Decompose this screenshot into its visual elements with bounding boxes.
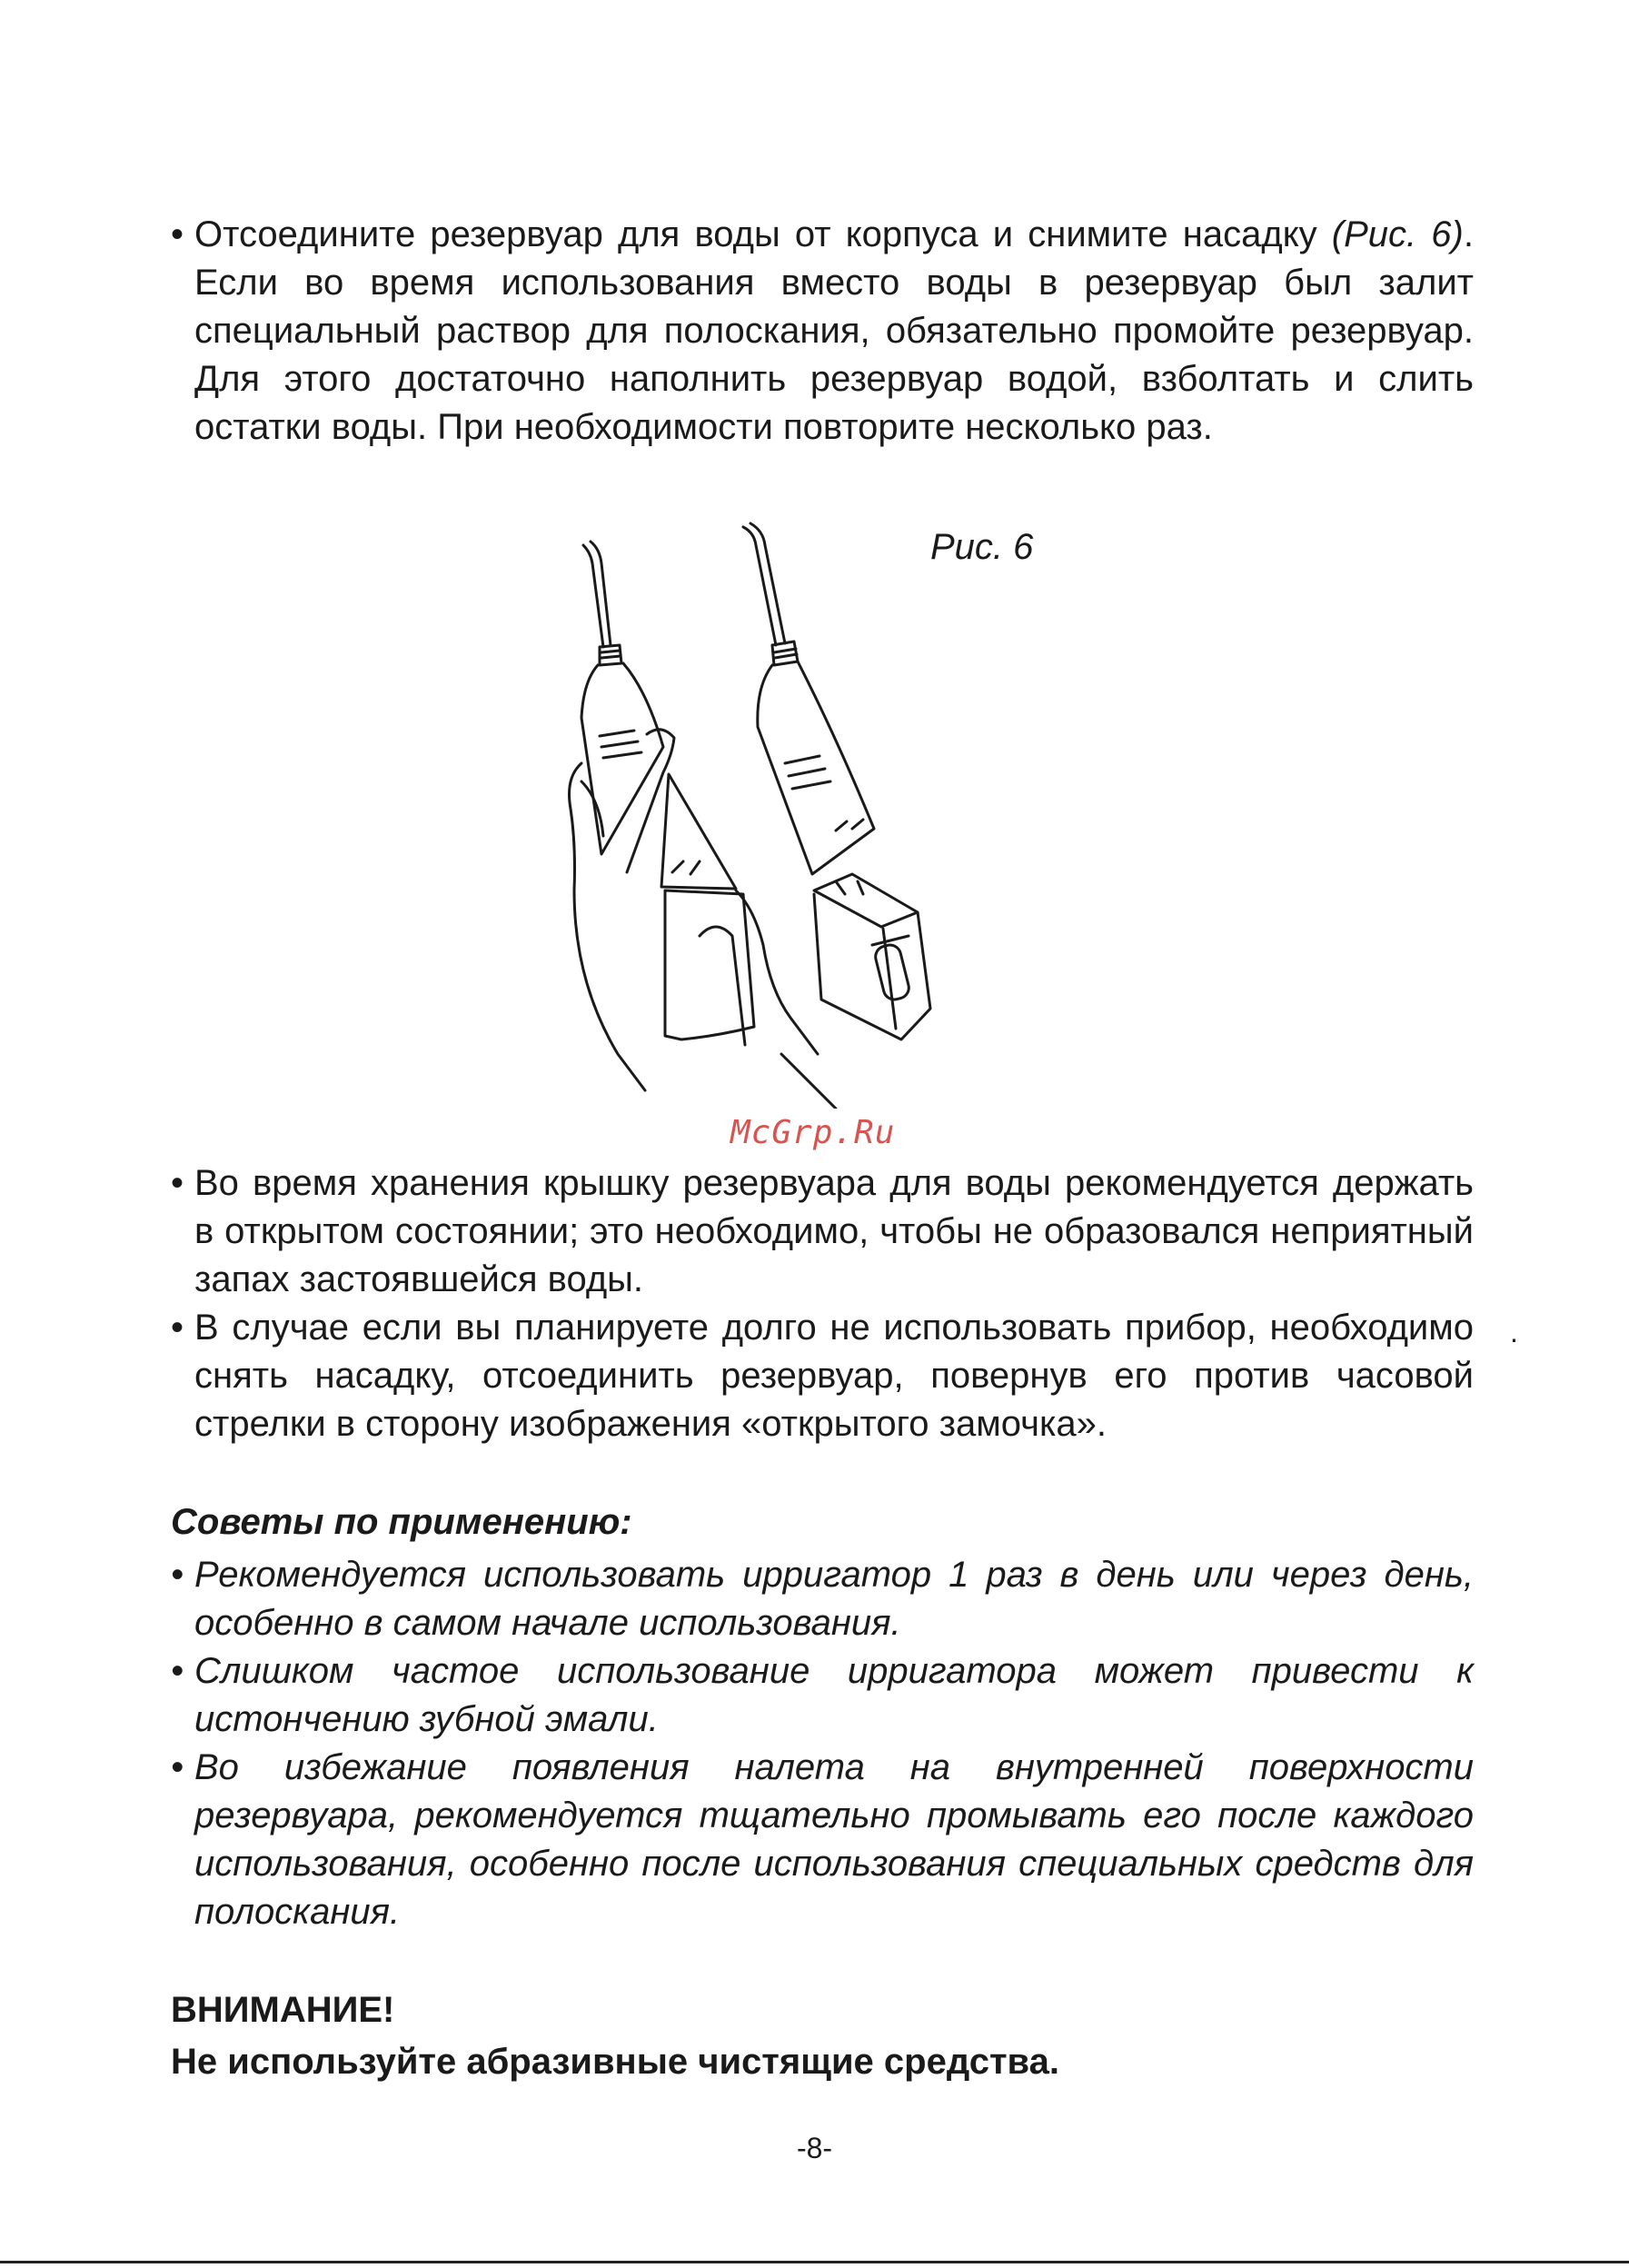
tip-text: Слишком частое использование ирригатора может привести к истончению зубной эмали. xyxy=(194,1651,1474,1739)
warning-text: Не используйте абразивные чистящие средства. xyxy=(171,2042,1059,2082)
bullet: • xyxy=(171,1747,184,1787)
bullet: • xyxy=(171,1651,184,1691)
tips-heading: Советы по применению: xyxy=(171,1502,632,1542)
bullet: • xyxy=(171,1163,184,1203)
bullet-item xyxy=(171,211,1474,452)
tip-item xyxy=(171,1551,1474,1647)
irrigator-disassembly-icon xyxy=(563,509,1036,1109)
bullet: • xyxy=(171,1308,184,1348)
figure-label: Рис. 6 xyxy=(930,527,1034,567)
item-text: Во время хранения крышку резервуара для воды рекомендуется держать в открытом состоянии; это необходимо, чтобы не образовался неприятный запах застоявшейся воды. xyxy=(194,1163,1474,1299)
tip-item xyxy=(171,1647,1474,1744)
tips-list xyxy=(171,1551,1474,1936)
nozzle-right xyxy=(743,527,776,645)
item-text-rest: . Если во время использования вместо воды в резервуар был залит специальный раствор для полоскания, обязательно промойте резервуар. Для этого достаточно наполнить резервуар водой, взболтать и слить остатки воды. При необходимости повторите несколько раз. xyxy=(194,214,1474,447)
bullet-item xyxy=(171,1304,1474,1448)
tip-text: Во избежание появления налета на внутренней поверхности резервуара, рекомендуется тщательно промывать его после каждого использования, особенно после использования специальных средств для полоскания. xyxy=(194,1747,1474,1932)
storage-instructions xyxy=(171,1159,1474,1448)
bullet: • xyxy=(171,214,184,254)
instruction-disassemble xyxy=(171,211,1474,452)
watermark: McGrp.Ru xyxy=(730,1114,896,1151)
figure-reference: (Рис. 6) xyxy=(1331,214,1464,254)
bullet: • xyxy=(171,1555,184,1595)
bullet-item xyxy=(171,1159,1474,1304)
bottom-rule xyxy=(0,2261,1629,2263)
item-text: Отсоедините резервуар для воды от корпуса и снимите насадку xyxy=(194,214,1332,254)
tip-text: Рекомендуется использовать ирригатор 1 раз в день или через день, особенно в самом начале использования. xyxy=(194,1555,1474,1643)
item-text: В случае если вы планируете долго не использовать прибор, необходимо снять насадку, отсоединить резервуар, повернув его против часовой стрелки в сторону изображения «открытого замочка». xyxy=(194,1308,1474,1444)
tip-item xyxy=(171,1744,1474,1936)
stray-dot: . xyxy=(1510,1316,1518,1348)
warning-title: ВНИМАНИЕ! xyxy=(171,1990,395,2030)
page-number: -8- xyxy=(796,2132,833,2164)
